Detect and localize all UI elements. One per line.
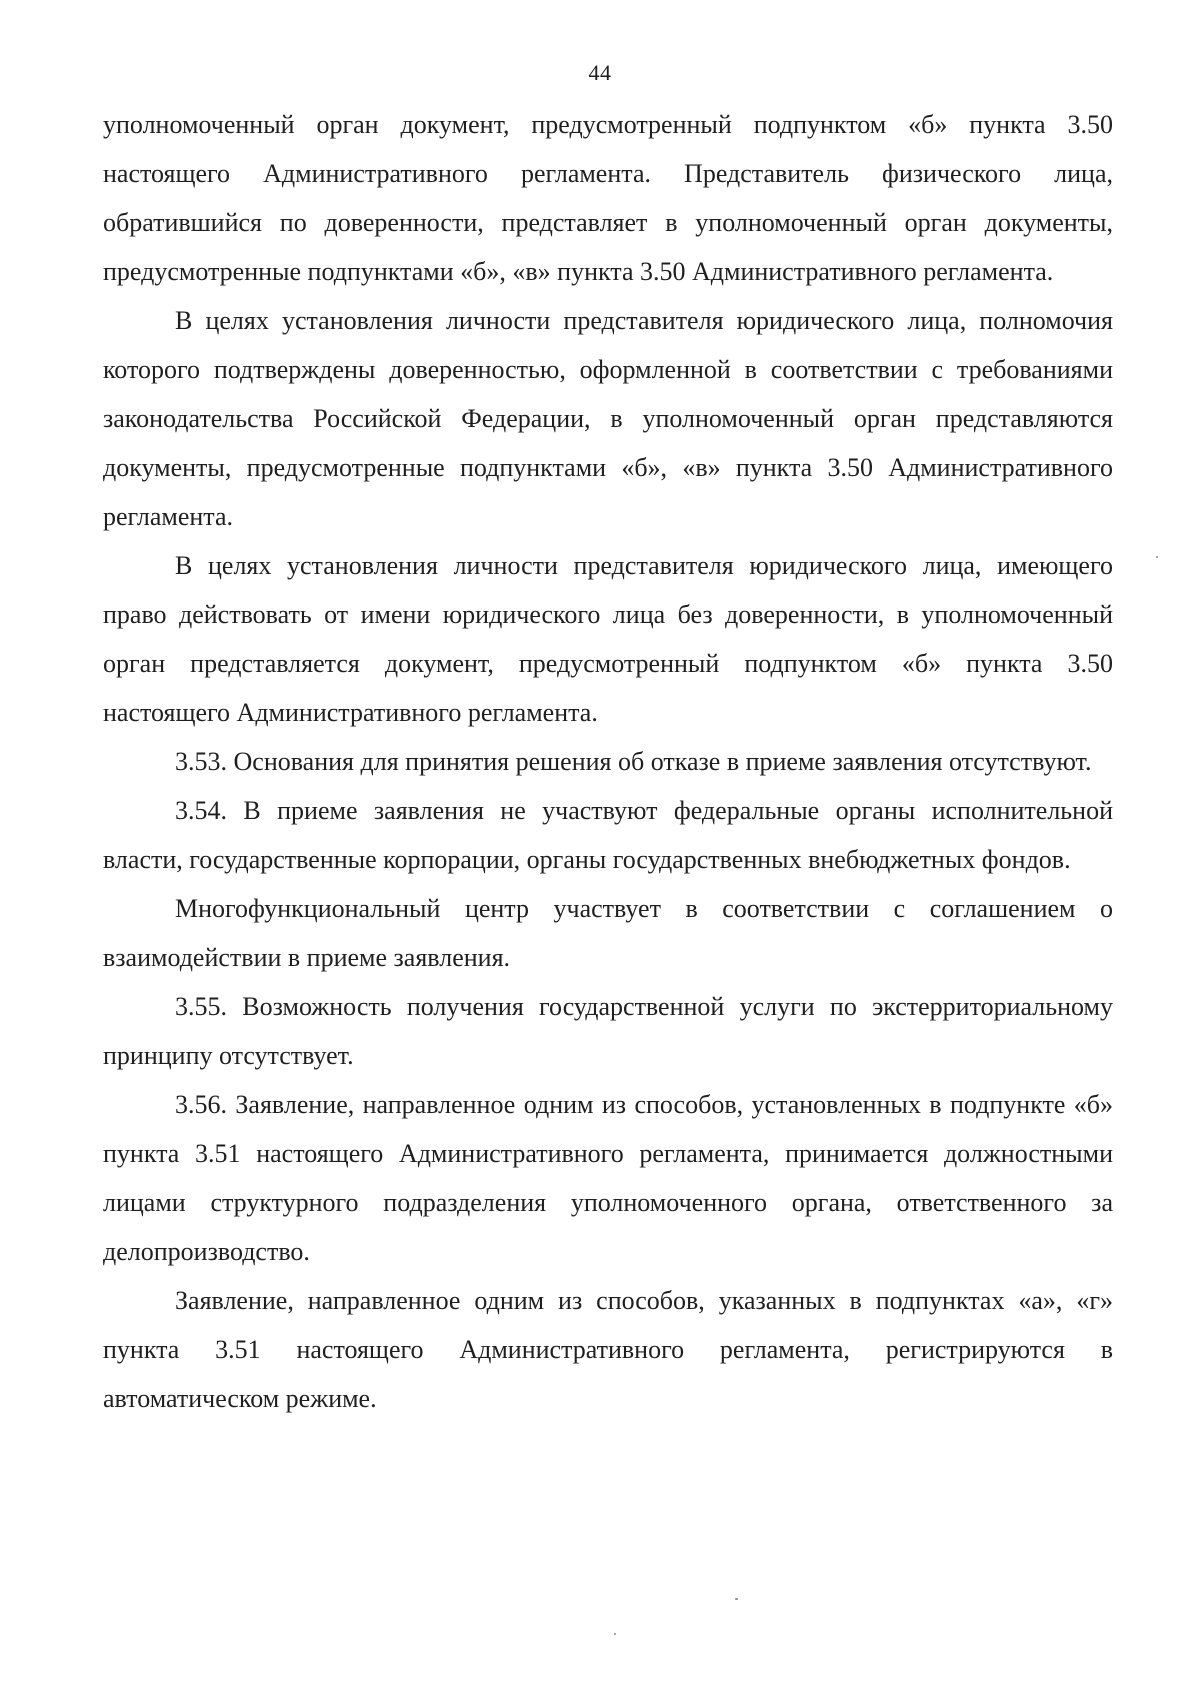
scan-speck	[614, 1633, 616, 1635]
paragraph-3-53: 3.53. Основания для принятия решения об отказе в приеме заявления отсутствуют.	[175, 747, 1092, 776]
page-number: 44	[588, 60, 612, 85]
document-body	[103, 100, 1113, 1423]
scan-speck	[1156, 556, 1158, 558]
paragraph-continuation: уполномоченный орган документ, предусмотренный подпунктом «б» пункта 3.50 настоящего Административного регламента. Представитель физического лица, обратившийся по доверенности, представляет в уполномоченный орган документы, предусмотренные подпунктами «б», «в» пункта 3.50 Административного регламента.	[103, 110, 1113, 286]
paragraph-legal-entity-no-proxy: В целях установления личности представителя юридического лица, имеющего право действовать от имени юридического лица без доверенности, в уполномоченный орган представляется документ, предусмотренный подпунктом «б» пункта 3.50 настоящего Административного регламента.	[103, 551, 1113, 727]
paragraph-mfc: Многофункциональный центр участвует в соответствии с соглашением о взаимодействии в приеме заявления.	[103, 894, 1113, 972]
paragraph-3-54: 3.54. В приеме заявления не участвуют федеральные органы исполнительной власти, государственные корпорации, органы государственных внебюджетных фондов.	[103, 796, 1113, 874]
paragraph-3-55: 3.55. Возможность получения государственной услуги по экстерриториальному принципу отсутствует.	[103, 992, 1113, 1070]
paragraph-legal-entity-proxy: В целях установления личности представителя юридического лица, полномочия которого подтверждены доверенностью, оформленной в соответствии с требованиями законодательства Российской Федерации, в уполномоченный орган представляются документы, предусмотренные подпунктами «б», «в» пункта 3.50 Административного регламента.	[103, 306, 1113, 531]
scan-speck	[735, 1598, 738, 1600]
paragraph-automatic-registration: Заявление, направленное одним из способов, указанных в подпунктах «а», «г» пункта 3.51 настоящего Административного регламента, регистрируются в автоматическом режиме.	[103, 1286, 1113, 1413]
paragraph-3-56: 3.56. Заявление, направленное одним из способов, установленных в подпункте «б» пункта 3.51 настоящего Административного регламента, принимается должностными лицами структурного подразделения уполномоченного органа, ответственного за делопроизводство.	[103, 1090, 1113, 1266]
